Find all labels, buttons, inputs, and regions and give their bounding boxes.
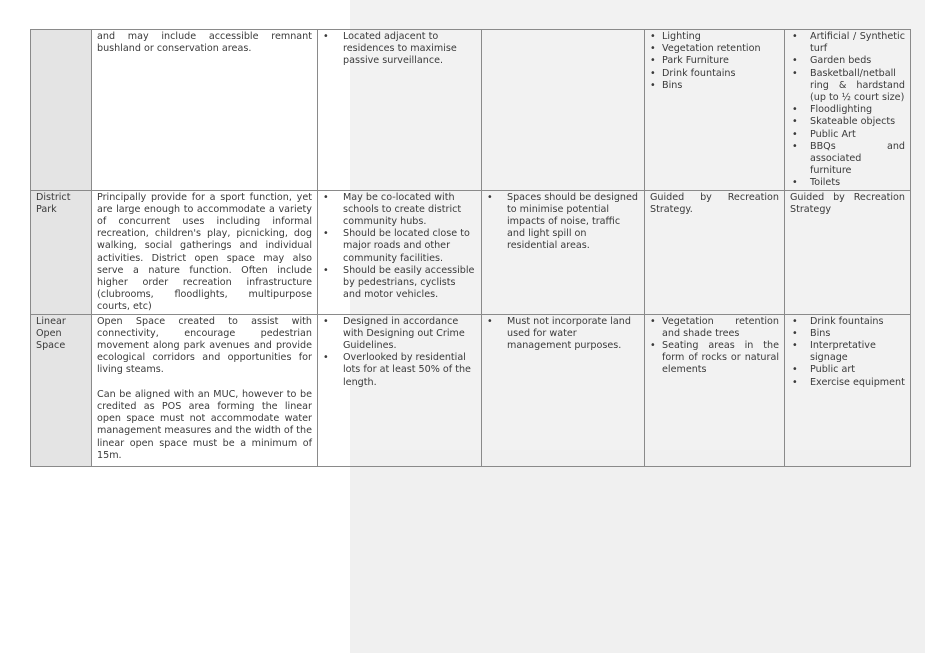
table-row <box>31 190 911 314</box>
list-item: • May be co-located with schools to create district community hubs. <box>323 192 476 229</box>
list-item: • Skateable objects <box>790 116 905 128</box>
list-item: • Garden beds <box>790 55 905 67</box>
description-text: and may include accessible remnant bushland or conservation areas. <box>97 31 312 55</box>
landscape-text: Guided by Recreation Strategy. <box>650 191 779 215</box>
description-text: Open Space created to assist with connectivity, encourage pedestrian movement along park avenues and provide ecological corridors and opportunities for living steams. <box>97 315 312 376</box>
list-item: • Should be easily accessible by pedestrians, cyclists and motor vehicles. <box>323 265 476 302</box>
list-item: • Park Furniture <box>650 55 779 67</box>
list-item: • Overlooked by residential lots for at least 50% of the length. <box>323 352 476 389</box>
location-list <box>323 316 476 389</box>
location-cell <box>318 30 482 191</box>
constraints-cell <box>482 30 645 191</box>
list-item: • Lighting <box>650 31 779 43</box>
description-text: Principally provide for a sport function, yet are large enough to accommodate a variety of concurrent uses including informal recreation, children's play, picnicking, dog walking, social gatherings and individual activities. District open space may also serve a nature function. Often include higher order recreation infrastructure (clubrooms, floodlights, multipurpose courts, etc) <box>97 191 312 313</box>
facilities-text: Guided by Recreation Strategy <box>790 191 905 215</box>
list-item: • Vegetation retention and shade trees <box>650 316 779 340</box>
list-item: • Must not incorporate land used for water management purposes. <box>487 316 639 353</box>
list-item: • Artificial / Synthetic turf <box>790 31 905 55</box>
list-item: • Exercise equipment <box>790 377 905 389</box>
list-item: • Should be located close to major roads and other community facilities. <box>323 228 476 265</box>
list-item: • Toilets <box>790 177 905 189</box>
list-item: • Seating areas in the form of rocks or natural elements <box>650 340 779 377</box>
list-item: • Located adjacent to residences to maximise passive surveillance. <box>323 31 476 68</box>
landscape-list <box>650 31 779 92</box>
list-item: • Floodlighting <box>790 104 905 116</box>
description-cell <box>92 30 318 191</box>
type-cell <box>31 30 92 191</box>
list-item: • Drink fountains <box>650 68 779 80</box>
facilities-list <box>790 31 905 190</box>
description-cell <box>92 314 318 466</box>
constraints-list <box>487 192 639 253</box>
list-item: • Bins <box>790 328 905 340</box>
list-item: • Public Art <box>790 129 905 141</box>
list-item: • Interpretative signage <box>790 340 905 364</box>
location-list <box>323 31 476 68</box>
list-item: • Public art <box>790 364 905 376</box>
facilities-cell <box>785 314 911 466</box>
constraints-cell <box>482 314 645 466</box>
table-row <box>31 314 911 466</box>
landscape-cell <box>645 30 785 191</box>
list-item: • Spaces should be designed to minimise potential impacts of noise, traffic and light spill on residential areas. <box>487 192 639 253</box>
description-text: Can be aligned with an MUC, however to be credited as POS area forming the linear open space must not accommodate water management measures and the width of the linear open space must be a minimum of 15m. <box>97 388 312 461</box>
list-item: • Bins <box>650 80 779 92</box>
location-cell <box>318 314 482 466</box>
type-cell: District Park <box>31 190 92 314</box>
facilities-list <box>790 316 905 389</box>
location-cell <box>318 190 482 314</box>
page-background-lower <box>350 450 925 653</box>
list-item: • Basketball/netball ring & hardstand (up to ½ court size) <box>790 68 905 105</box>
open-space-table <box>30 29 911 467</box>
constraints-list <box>487 316 639 353</box>
list-item: • Designed in accordance with Designing out Crime Guidelines. <box>323 316 476 353</box>
description-cell <box>92 190 318 314</box>
list-item: • Drink fountains <box>790 316 905 328</box>
facilities-cell <box>785 30 911 191</box>
facilities-cell <box>785 190 911 314</box>
list-item: • BBQs and associated furniture <box>790 141 905 178</box>
table-row <box>31 30 911 191</box>
type-cell: Linear Open Space <box>31 314 92 466</box>
landscape-list <box>650 316 779 377</box>
constraints-cell <box>482 190 645 314</box>
location-list <box>323 192 476 302</box>
landscape-cell <box>645 314 785 466</box>
list-item: • Vegetation retention <box>650 43 779 55</box>
landscape-cell <box>645 190 785 314</box>
